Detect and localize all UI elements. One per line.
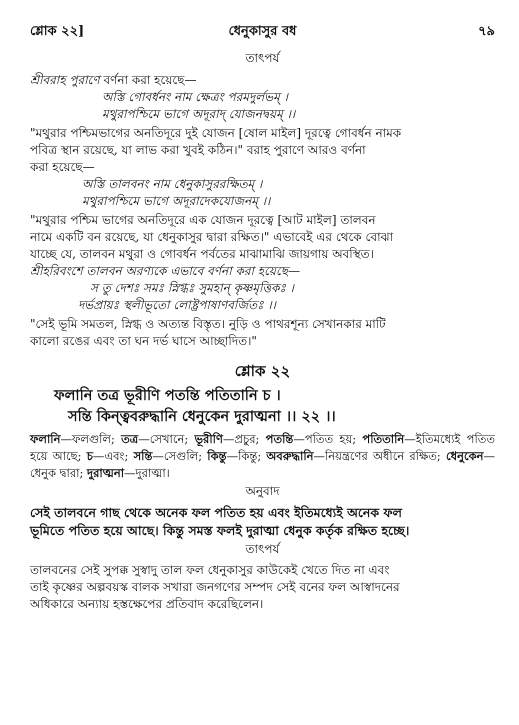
paragraph-line: "মথুরার পশ্চিম ভাগের অনতিদূরে এক যোজন দূরত্বে [আট মাইল] তালবন xyxy=(30,213,376,227)
quoted-verse-2-line-2: মথুরাপশ্চিমে ভাগে অদূরাদেকযোজনম্ ।। xyxy=(82,194,271,208)
synonym-meaning: —পতিত হয়; xyxy=(293,432,363,446)
synonym-meaning: —ফলগুলি; xyxy=(60,432,122,446)
purport-paragraph-2 xyxy=(30,212,495,280)
synonym-word: ভূরীণি xyxy=(194,432,223,446)
quoted-verse-3-line-1: স তু দেশঃ সমঃ স্নিগ্ধঃ সুমহান্ কৃষ্ণমৃত্তিকঃ । xyxy=(90,281,294,295)
purport-paragraph-3 xyxy=(30,316,495,350)
synonym-word: দুরাত্মনা xyxy=(87,466,125,480)
paragraph-line: অধিকারে অন্যায় হস্তক্ষেপের প্রতিবাদ করেছিলেন। xyxy=(30,597,264,611)
synonym-word: কিন্তু xyxy=(207,449,227,463)
header-page-number: ৭৯ xyxy=(478,24,495,39)
purport-intro-text: বর্ণনা করা হয়েছে— xyxy=(99,73,197,87)
synonym-meaning: —সেখানে; xyxy=(138,432,195,446)
translation-heading: অনুবাদ xyxy=(245,484,280,498)
purport-intro-source: শ্রীবরাহ পুরাণে xyxy=(30,73,100,87)
header-verse-number: শ্লোক ২২] xyxy=(30,24,85,39)
synonym-meaning: —এবং; xyxy=(92,449,134,463)
synonym-meaning: —প্রচুর; xyxy=(222,432,266,446)
synonym-word: তত্র xyxy=(121,432,139,446)
paragraph-line: তাই কৃষ্ণের অল্পবয়স্ক বালক সখারা জনগণের সম্পদ সেই বনের ফল আস্বাদনের xyxy=(30,580,400,594)
purport-paragraph-4 xyxy=(30,562,495,613)
sloka-verse-line-2: সন্তি কিন্ত্ববরুদ্ধানি ধেনুকেন দুরাত্মনা ।। ২২ ।। xyxy=(68,408,336,425)
sloka-title: শ্লোক ২২ xyxy=(234,362,291,380)
purport-heading: তাৎপর্য xyxy=(245,51,280,65)
paragraph-line: "মথুরার পশ্চিমভাগের অনতিদূরে দুই যোজন [ষোল মাইল] দূরত্বে গোবর্ধন নামক xyxy=(30,126,402,140)
synonym-word: সন্তি xyxy=(133,449,153,463)
paragraph-line: নামে একটি বন রয়েছে, যা ধেনুকাসুর দ্বারা রক্ষিত।" এভাবেই এর থেকে বোঝা xyxy=(30,230,394,244)
quoted-verse-1-line-2: মথুরাপশ্চিমে ভাগে অদূরাদ্ যোজনদ্বয়ম্ ।। xyxy=(102,107,296,121)
synonym-meaning: —ইতিমধ্যেই পতিত হয়ে আছে; xyxy=(30,432,496,463)
paragraph-line: তালবনের সেই সুপক্ক সুস্বাদু তাল ফল ধেনুকাসুর কাউকেই খেতে দিত না এবং xyxy=(30,563,390,577)
synonym-meaning: —ধেনুক দ্বারা; xyxy=(30,449,495,480)
synonym-word: চ xyxy=(86,449,93,463)
book-page xyxy=(30,22,495,613)
synonym-meaning: —নিয়ন্ত্রণের অধীনে রক্ষিত; xyxy=(313,449,446,463)
paragraph-line: পবিত্র স্থান রয়েছে, যা লাভ করা খুবই কঠিন।" বরাহ পুরাণে আরও বর্ণনা xyxy=(30,143,366,157)
synonym-word: ধেনুকেন xyxy=(445,449,484,463)
paragraph-line: শ্রীহরিবংশে তালবন অরণ্যকে এভাবে বর্ণনা করা হয়েছে— xyxy=(30,264,301,278)
synonym-meaning: —কিন্তু; xyxy=(226,449,267,463)
paragraph-line: "সেই ভূমি সমতল, স্নিগ্ধ ও অত্যন্ত বিস্তৃত। নুড়ি ও পাথরশূন্য সেখানকার মাটি xyxy=(30,317,386,331)
paragraph-line: যাচ্ছে যে, তালবন মথুরা ও গোবর্ধন পর্বতের মাঝামাঝি জায়গায় অবস্থিত। xyxy=(30,247,374,261)
quoted-verse-2-line-1: অস্তি তালবনং নাম ধেনুকাসুররক্ষিতম্ । xyxy=(82,177,263,191)
sloka-verse-line-1: ফলানি তত্র ভূরীণি পতন্তি পতিতানি চ । xyxy=(54,387,281,404)
purport-section-1 xyxy=(30,50,495,350)
header-chapter-title: ধেনুকাসুর বধ xyxy=(228,24,297,39)
purport-heading-2: তাৎপর্য xyxy=(245,542,280,556)
paragraph-line: করা হয়েছে— xyxy=(30,160,95,174)
synonym-word: ফলানি xyxy=(30,432,61,446)
purport-intro xyxy=(30,72,495,89)
translation-line: সেই তালবনে গাছ থেকে অনেক ফল পতিত হয় এবং ইতিমধ্যেই অনেক ফল xyxy=(30,505,402,520)
synonym-meaning: —সেগুলি; xyxy=(152,449,208,463)
synonym-word: পতিতানি xyxy=(362,432,405,446)
purport-paragraph-1 xyxy=(30,125,495,176)
translation-line: ভূমিতে পতিত হয়ে আছে। কিন্তু সমস্ত ফলই দুরাত্মা ধেনুক কর্তৃক রক্ষিত হচ্ছে। xyxy=(30,523,410,538)
synonym-word: পতন্তি xyxy=(265,432,294,446)
synonyms-paragraph xyxy=(30,431,495,482)
synonym-meaning: —দুরাত্মা। xyxy=(124,466,170,480)
running-header xyxy=(30,22,495,44)
quoted-verse-3-line-2: দর্ভপ্রায়ঃ স্থলীভূতো লোষ্ট্রপাষাণবর্জিতঃ ।। xyxy=(78,298,276,312)
synonym-word: অবরুদ্ধানি xyxy=(266,449,314,463)
translation-text xyxy=(30,504,495,540)
paragraph-line: কালো রঙের এবং তা ঘন দর্ভ ঘাসে আচ্ছাদিত।" xyxy=(30,334,257,348)
quoted-verse-1-line-1: অস্তি গোবর্ধনং নাম ক্ষেত্রং পরমদুর্লভম্ । xyxy=(102,90,288,104)
